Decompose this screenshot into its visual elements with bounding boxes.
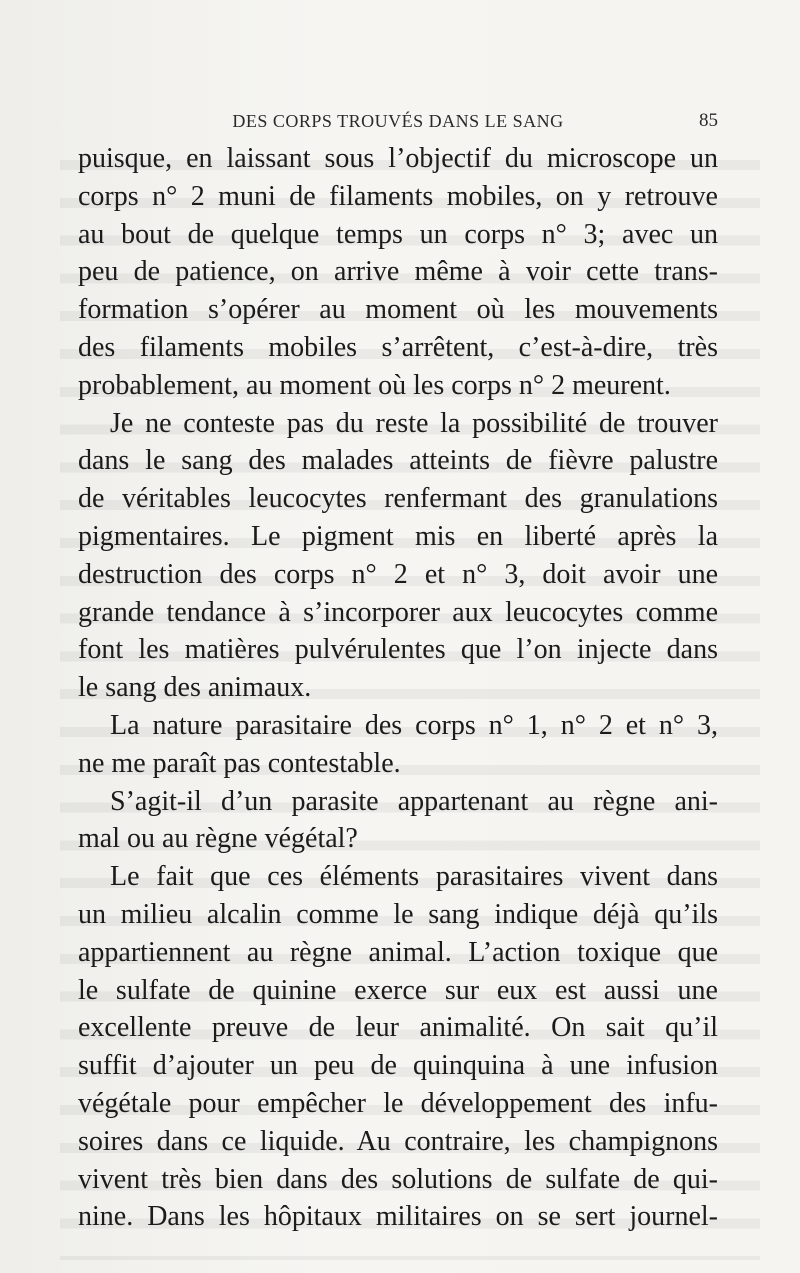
text-line: au bout de quelque temps un corps n° 3; avec un bbox=[78, 218, 718, 250]
body-text bbox=[78, 140, 718, 1236]
text-line: un milieu alcalin comme le sang indique déjà qu’ils bbox=[78, 898, 718, 930]
text-line: des filaments mobiles s’arrêtent, c’est-à-dire, très bbox=[78, 331, 718, 363]
text-line: peu de patience, on arrive même à voir cette trans- bbox=[78, 256, 718, 288]
text-line: destruction des corps n° 2 et n° 3, doit avoir une bbox=[78, 558, 718, 590]
page-number: 85 bbox=[699, 110, 718, 131]
text-line: Je ne conteste pas du reste la possibilité de trouver bbox=[110, 407, 718, 439]
text-line: ne me paraît pas contestable. bbox=[78, 747, 401, 779]
text-line: S’agit-il d’un parasite appartenant au règne ani- bbox=[110, 785, 718, 817]
text-line: pigmentaires. Le pigment mis en liberté après la bbox=[78, 520, 718, 552]
text-line: mal ou au règne végétal? bbox=[78, 823, 358, 855]
text-line: Le fait que ces éléments parasitaires vivent dans bbox=[110, 861, 718, 893]
text-line: puisque, en laissant sous l’objectif du microscope un bbox=[78, 143, 718, 174]
running-head bbox=[78, 106, 718, 136]
text-line: probablement, au moment où les corps n° 2 meurent. bbox=[78, 369, 671, 401]
text-line: de véritables leucocytes renfermant des granulations bbox=[78, 483, 718, 515]
text-line: soires dans ce liquide. Au contraire, les champignons bbox=[78, 1125, 718, 1157]
text-line: font les matières pulvérulentes que l’on injecte dans bbox=[78, 634, 718, 666]
text-line: le sulfate de quinine exerce sur eux est aussi une bbox=[78, 974, 718, 1006]
text-line: végétale pour empêcher le développement des infu- bbox=[78, 1087, 718, 1119]
text-line: grande tendance à s’incorporer aux leucocytes comme bbox=[78, 596, 718, 628]
text-line: nine. Dans les hôpitaux militaires on se sert journel- bbox=[78, 1201, 718, 1233]
text-line: appartiennent au règne animal. L’action toxique que bbox=[78, 936, 718, 968]
text-line: formation s’opérer au moment où les mouvements bbox=[78, 294, 718, 326]
text-line: dans le sang des malades atteints de fièvre palustre bbox=[78, 445, 718, 477]
text-line: vivent très bien dans des solutions de sulfate de qui- bbox=[78, 1163, 718, 1195]
text-line: La nature parasitaire des corps n° 1, n° 2 et n° 3, bbox=[110, 709, 718, 741]
text-line: le sang des animaux. bbox=[78, 672, 312, 704]
text-line: corps n° 2 muni de filaments mobiles, on y retrouve bbox=[78, 180, 718, 212]
text-line: suffit d’ajouter un peu de quinquina à une infusion bbox=[78, 1050, 718, 1082]
text-line: excellente preuve de leur animalité. On sait qu’il bbox=[78, 1012, 718, 1044]
running-title: DES CORPS TROUVÉS DANS LE SANG bbox=[232, 111, 564, 131]
